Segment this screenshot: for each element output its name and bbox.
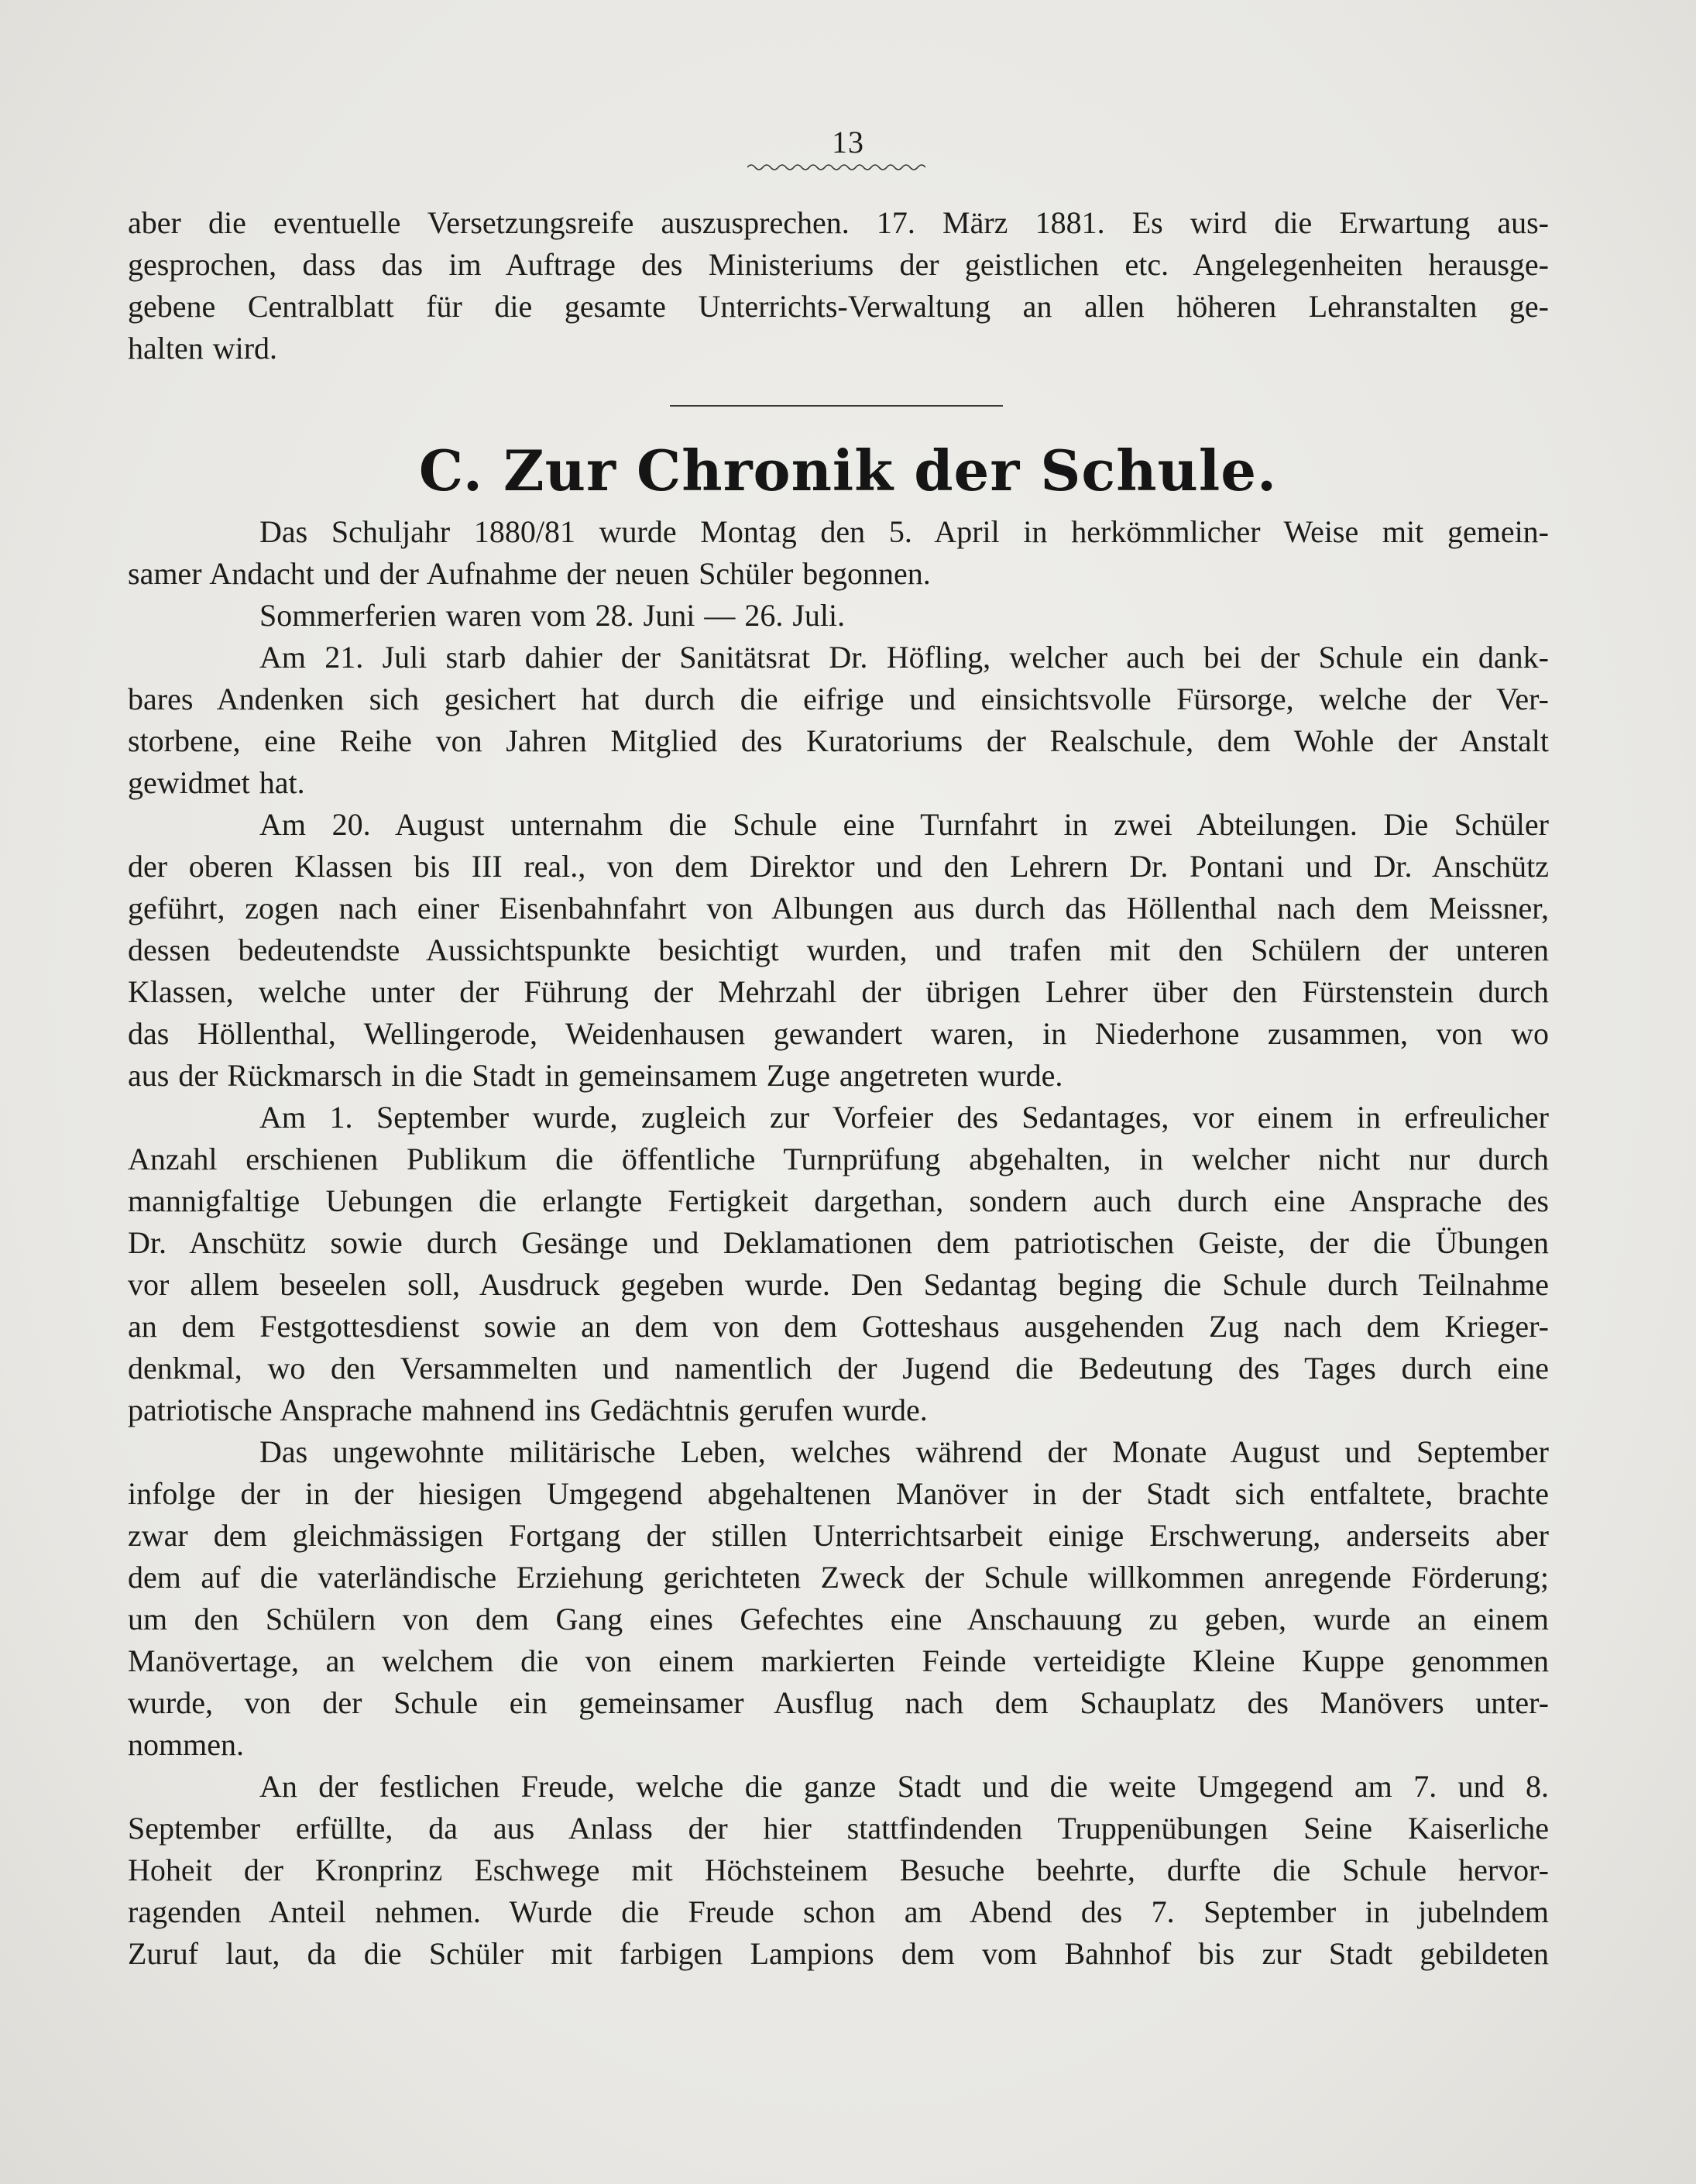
text-line: halten wird. (128, 331, 278, 366)
text-line: Das ungewohnte militärische Leben, welches während der Monate August und September (259, 1434, 1549, 1469)
text-line: patriotische Ansprache mahnend ins Gedächtnis gerufen wurde. (128, 1392, 928, 1427)
text-line: Klassen, welche unter der Führung der Mehrzahl der übrigen Lehrer über den Fürstenstein durch (128, 974, 1549, 1009)
text-line: bares Andenken sich gesichert hat durch die eifrige und einsichtsvolle Fürsorge, welche der Ver- (128, 682, 1549, 716)
text-line: Das Schuljahr 1880/81 wurde Montag den 5. April in herkömmlicher Weise mit gemein- (259, 514, 1549, 549)
text-line: Dr. Anschütz sowie durch Gesänge und Deklamationen dem patriotischen Geiste, der die Übungen (128, 1225, 1549, 1260)
text-line: Zuruf laut, da die Schüler mit farbigen Lampions dem vom Bahnhof bis zur Stadt gebildeten (128, 1936, 1549, 1971)
chronicle-body (128, 511, 1549, 1975)
text-line: um den Schülern von dem Gang eines Gefechtes eine Anschauung zu geben, wurde an einem (128, 1602, 1549, 1636)
wavy-ornament-icon (747, 163, 925, 172)
text-line: dessen bedeutendste Aussichtspunkte besichtigt wurden, und trafen mit den Schülern der unteren (128, 932, 1549, 967)
paragraph-sommerferien (128, 595, 1549, 637)
paragraph-schuljahr (128, 511, 1549, 595)
text-line: gebene Centralblatt für die gesamte Unterrichts-Verwaltung an allen höheren Lehranstalten ge- (128, 289, 1549, 324)
text-line: wurde, von der Schule ein gemeinsamer Ausflug nach dem Schauplatz des Manövers unter- (128, 1685, 1549, 1720)
text-line: An der festlichen Freude, welche die ganze Stadt und die weite Umgegend am 7. und 8. (259, 1769, 1549, 1804)
text-line: nommen. (128, 1727, 244, 1762)
text-line: das Höllenthal, Wellingerode, Weidenhausen gewandert waren, in Niederhone zusammen, von wo (128, 1016, 1549, 1051)
text-line: geführt, zogen nach einer Eisenbahnfahrt von Albungen aus durch das Höllenthal nach dem Meissner, (128, 891, 1549, 925)
text-line: aus der Rückmarsch in die Stadt in gemeinsamem Zuge angetreten wurde. (128, 1058, 1063, 1093)
paragraph-hoefling (128, 637, 1549, 804)
text-line: Hoheit der Kronprinz Eschwege mit Höchsteinem Besuche beehrte, durfte die Schule hervor- (128, 1853, 1549, 1887)
text-line: der oberen Klassen bis III real., von dem Direktor und den Lehrern Dr. Pontani und Dr. Anschütz (128, 849, 1549, 884)
text-line: infolge der in der hiesigen Umgegend abgehaltenen Manöver in der Stadt sich entfaltete, brachte (128, 1476, 1549, 1511)
text-line: denkmal, wo den Versammelten und namentlich der Jugend die Bedeutung des Tages durch eine (128, 1351, 1549, 1386)
text-line: Am 21. Juli starb dahier der Sanitätsrat Dr. Höfling, welcher auch bei der Schule ein dank- (259, 640, 1549, 675)
paragraph-manoever (128, 1431, 1549, 1766)
text-line: storbene, eine Reihe von Jahren Mitglied des Kuratoriums der Realschule, dem Wohle der Anstalt (128, 723, 1549, 758)
text-line: ragenden Anteil nehmen. Wurde die Freude schon am Abend des 7. September in jubelndem (128, 1894, 1549, 1929)
section-divider (670, 405, 1003, 407)
text-line: gesprochen, dass das im Auftrage des Ministeriums der geistlichen etc. Angelegenheiten herausge- (128, 247, 1549, 282)
text-line: Am 1. September wurde, zugleich zur Vorfeier des Sedantages, vor einem in erfreulicher (259, 1100, 1549, 1135)
text-line: Am 20. August unternahm die Schule eine Turnfahrt in zwei Abteilungen. Die Schüler (259, 807, 1549, 842)
text-line: vor allem beseelen soll, Ausdruck gegeben wurde. Den Sedantag beging die Schule durch Teilnahme (128, 1267, 1549, 1302)
page-number: 13 (832, 125, 864, 160)
section-heading: C. Zur Chronik der Schule. (418, 438, 1278, 503)
text-line: aber die eventuelle Versetzungsreife auszusprechen. 17. März 1881. Es wird die Erwartung aus- (128, 205, 1549, 240)
paragraph-turnpruefung (128, 1097, 1549, 1431)
text-line: mannigfaltige Uebungen die erlangte Fertigkeit dargethan, sondern auch durch eine Ansprache des (128, 1183, 1549, 1218)
paragraph-turnfahrt (128, 804, 1549, 1097)
text-line: September erfüllte, da aus Anlass der hier stattfindenden Truppenübungen Seine Kaiserliche (128, 1811, 1549, 1846)
paragraph-kronprinz (128, 1766, 1549, 1975)
text-line: dem auf die vaterländische Erziehung gerichteten Zweck der Schule willkommen anregende Förderung; (128, 1560, 1549, 1595)
text-line: zwar dem gleichmässigen Fortgang der stillen Unterrichtsarbeit einige Erschwerung, anderseits aber (128, 1518, 1549, 1553)
intro-paragraph (128, 202, 1549, 369)
text-line: gewidmet hat. (128, 765, 305, 800)
text-line: Anzahl erschienen Publikum die öffentliche Turnprüfung abgehalten, in welcher nicht nur durch (128, 1142, 1549, 1176)
text-line: Sommerferien waren vom 28. Juni — 26. Juli. (259, 598, 846, 633)
text-line: Manövertage, an welchem die von einem markierten Feinde verteidigte Kleine Kuppe genommen (128, 1643, 1549, 1678)
text-line: an dem Festgottesdienst sowie an dem von dem Gotteshaus ausgehenden Zug nach dem Krieger- (128, 1309, 1549, 1344)
text-line: samer Andacht und der Aufnahme der neuen Schüler begonnen. (128, 556, 931, 591)
